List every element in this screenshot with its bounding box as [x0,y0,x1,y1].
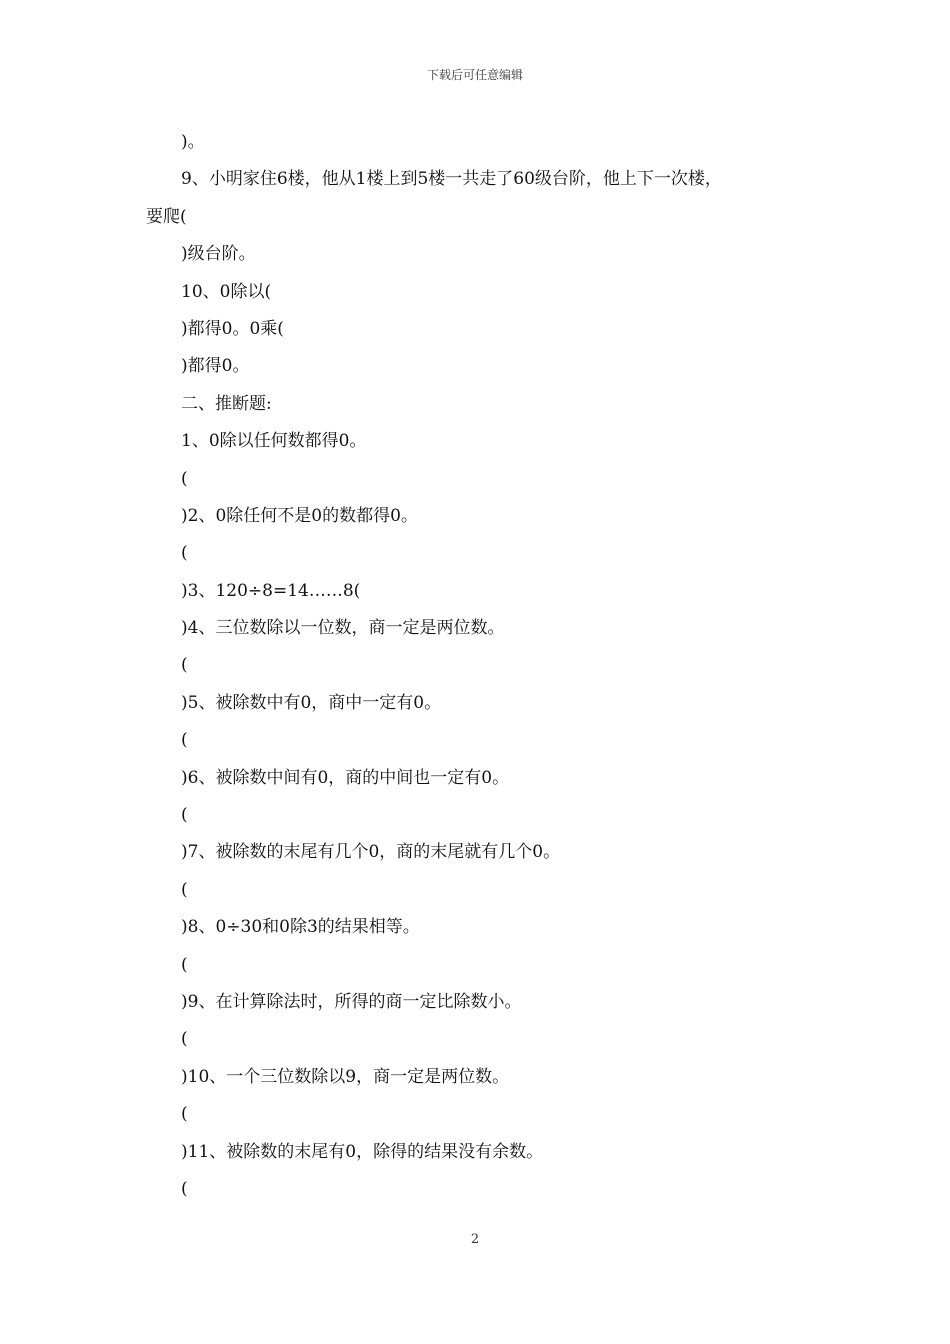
text-line: )3、120÷8=14……8( [181,580,361,601]
text-line: )10、一个三位数除以9，商一定是两位数。 [181,1066,510,1087]
text-line: )7、被除数的末尾有几个0，商的末尾就有几个0。 [181,842,561,863]
text-line: ( [181,655,188,676]
text-line: ( [181,730,188,751]
text-line: ( [181,543,188,564]
text-line: 要爬( [146,206,187,227]
text-line: ( [181,1178,188,1199]
text-line: )4、三位数除以一位数，商一定是两位数。 [181,618,505,639]
text-line: ( [181,1104,188,1125]
text-line: )6、被除数中间有0，商的中间也一定有0。 [181,767,510,788]
text-line: )2、0除任何不是0的数都得0。 [181,505,418,526]
text-line: ( [181,954,188,975]
text-line: 9、小明家住6楼，他从1楼上到5楼一共走了60级台阶，他上下一次楼， [181,169,722,190]
text-line: 二、推断题: [181,393,272,414]
text-line: 10、0除以( [181,281,272,302]
text-line: )9、在计算除法时，所得的商一定比除数小。 [181,991,522,1012]
text-line: ( [181,468,188,489]
text-line: )。 [181,132,205,152]
text-line: )5、被除数中有0，商中一定有0。 [181,692,442,713]
page-header: 下载后可任意编辑 [426,68,523,82]
text-line: )8、0÷30和0除3的结果相等。 [181,917,420,938]
text-line: )都得0。0乘( [181,318,284,339]
text-line: ( [181,1029,188,1050]
text-line: ( [181,879,188,900]
page-number: 2 [470,1232,480,1247]
text-line: 1、0除以任何数都得0。 [181,431,367,452]
document-body [146,124,826,1208]
text-line: )11、被除数的末尾有0，除得的结果没有余数。 [181,1141,544,1162]
text-line: ( [181,805,188,826]
text-line: )都得0。 [181,356,250,377]
text-line: )级台阶。 [181,244,256,265]
